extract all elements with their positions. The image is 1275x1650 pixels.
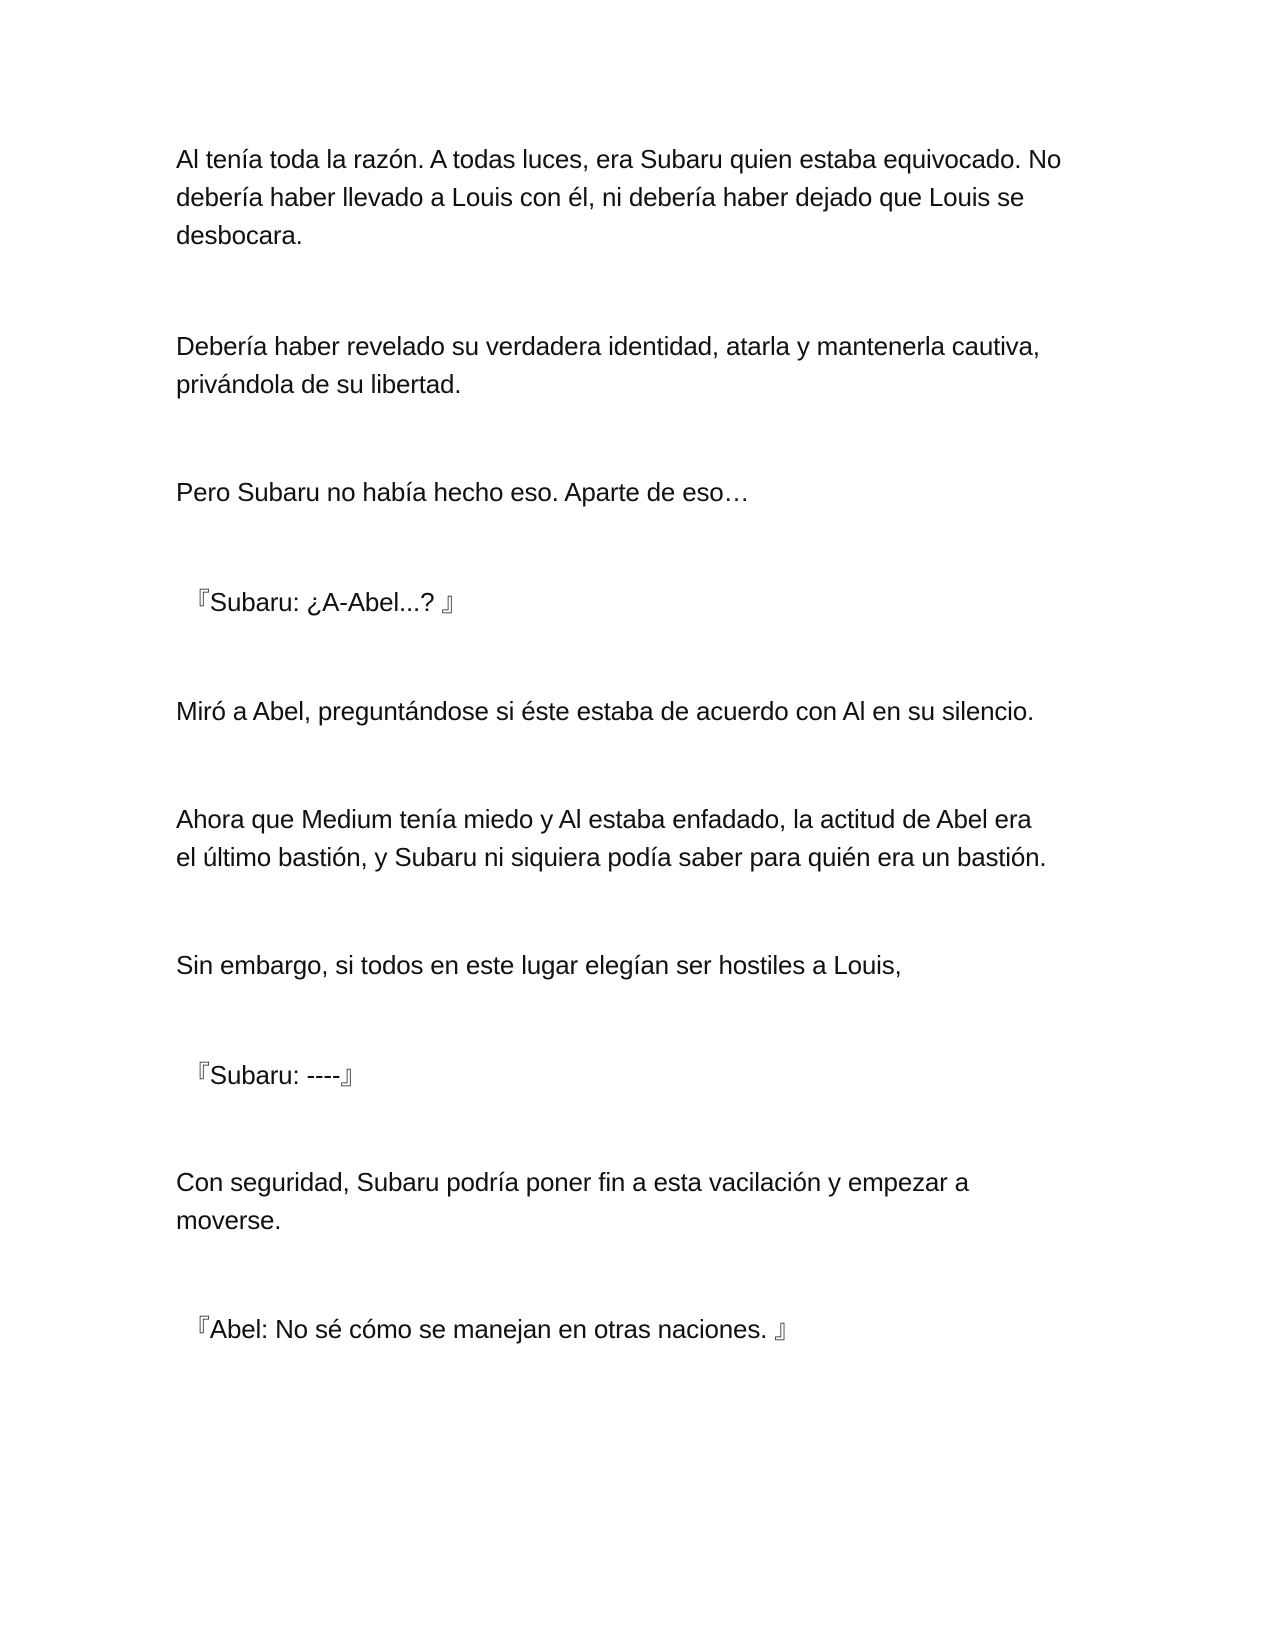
paragraph-line: desbocara. <box>176 220 303 250</box>
paragraph-line: moverse. <box>176 1205 282 1235</box>
paragraph-line: debería haber llevado a Louis con él, ni debería haber dejado que Louis se <box>176 182 1025 212</box>
paragraph-line: Sin embargo, si todos en este lugar elegían ser hostiles a Louis, <box>176 950 902 980</box>
dialogue-2 <box>184 1056 1114 1094</box>
dialogue-line: 『Subaru: ¿A-Abel...? 』 <box>184 587 468 617</box>
paragraph-7 <box>176 1163 1106 1239</box>
paragraph-line: Debería haber revelado su verdadera identidad, atarla y mantenerla cautiva, <box>176 331 1040 361</box>
paragraph-1 <box>176 140 1106 254</box>
paragraph-2 <box>176 327 1106 403</box>
paragraph-line: Ahora que Medium tenía miedo y Al estaba enfadado, la actitud de Abel era <box>176 804 1032 834</box>
paragraph-line: privándola de su libertad. <box>176 369 462 399</box>
paragraph-line: Al tenía toda la razón. A todas luces, era Subaru quien estaba equivocado. No <box>176 144 1062 174</box>
dialogue-line: 『Subaru: ----』 <box>184 1060 367 1090</box>
paragraph-line: Miró a Abel, preguntándose si éste estaba de acuerdo con Al en su silencio. <box>176 696 1035 726</box>
paragraph-6 <box>176 946 1106 984</box>
paragraph-5 <box>176 800 1106 876</box>
dialogue-line: 『Abel: No sé cómo se manejan en otras naciones. 』 <box>184 1314 800 1344</box>
dialogue-1 <box>184 583 1114 621</box>
paragraph-line: Con seguridad, Subaru podría poner fin a esta vacilación y empezar a <box>176 1167 969 1197</box>
paragraph-3 <box>176 473 1106 511</box>
paragraph-line: el último bastión, y Subaru ni siquiera podía saber para quién era un bastión. <box>176 842 1047 872</box>
dialogue-3 <box>184 1310 1114 1348</box>
paragraph-4 <box>176 692 1106 730</box>
paragraph-line: Pero Subaru no había hecho eso. Aparte de eso… <box>176 477 750 507</box>
